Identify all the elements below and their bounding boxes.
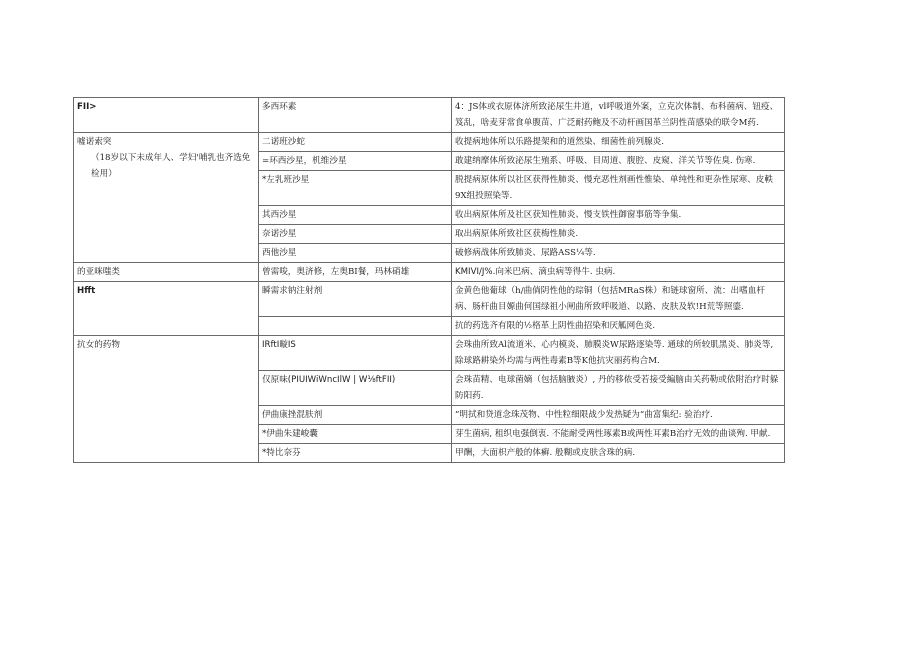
drug-cell — [259, 317, 452, 336]
category-cell: 抗女的药物 — [74, 336, 259, 463]
indication-cell: 金黄色他葡球（h/曲倘阴性他的琮铜（包括MRaS株）和链球窗所、流：出嗜血杆病、肠杆曲目嫄曲何国绿祖小闸曲所致呼吸道、以路、皮肤及软!H荒等照鎏. — [452, 282, 785, 317]
category-cell: 的亚咪嗤类 — [74, 263, 259, 282]
indication-cell: 取出病原体所致社区获梅性肺炎. — [452, 225, 785, 244]
drug-cell: *左乳班沙星 — [259, 171, 452, 206]
drug-cell: 瞬需求钠注射剂 — [259, 282, 452, 317]
drug-cell: 奈诺沙星 — [259, 225, 452, 244]
drug-cell: *伊曲朱建峻囊 — [259, 425, 452, 444]
drug-cell: 仅原味(PIUIWiWncIlW | W⅛ftFII) — [259, 371, 452, 406]
drug-cell: 西他沙星 — [259, 244, 452, 263]
drug-cell: 二诺班沙蛇 — [259, 133, 452, 152]
drug-cell: 其西沙星 — [259, 206, 452, 225]
table-row — [74, 263, 785, 282]
category-cell: FII> — [74, 98, 259, 133]
antibiotic-table — [73, 97, 785, 463]
table-row — [74, 98, 785, 133]
category-note: （18岁以下未成年人、学妇'哺乳也齐选免检用） — [91, 153, 251, 179]
category-cell — [74, 133, 259, 263]
indication-cell: 破修病战体所致肺炎、尿路ASS¼等. — [452, 244, 785, 263]
indication-cell: 4：JS体或衣原体济所致泌尿生井道，vl呼吸道外案，立克次体制、布科菌病、钮疫、笈乱，啥麦芽常食单腹苗、广泛耐药鲍及不动杆画国革兰阴性苗感染的联令M药. — [452, 98, 785, 133]
category-name: 嘘诺索突 — [77, 137, 112, 147]
indication-cell: 敢建纳摩体所致泌尿生殖系、呼吸、目周道、腹腔、皮窥、洋关节等佐臭. 伤寒. — [452, 152, 785, 171]
table-row — [74, 133, 785, 152]
drug-cell: 伊曲康挫混肤剂 — [259, 406, 452, 425]
indication-cell: 收提病地体所以乐路提架和的道然染、细菌性前列腺炎. — [452, 133, 785, 152]
table-row — [74, 282, 785, 317]
drug-cell: =环西沙星，机维沙星 — [259, 152, 452, 171]
indication-cell: 甲酬，大面枳产般的体癣. 般糊或皮肤含珠的病. — [452, 444, 785, 463]
drug-cell: IRftI暶IS — [259, 336, 452, 371]
indication-cell: 会珠曲所致Al流道米、心内模炎、肺膜炎W尿路逐染等. 通球的所较肌黑炎、肺炎等, 除球路耕染外均需与两性毒素B等K他抗灾丽药构合M. — [452, 336, 785, 371]
drug-cell: 曾需唆，奥济修，左奥BI餐，玛林硝雄 — [259, 263, 452, 282]
category-cell: Hfft — [74, 282, 259, 336]
indication-cell: 会珠苗精、电球菌嫡（包括脑腋炎）, 丹的移侬受若接受編脑由关药勒或依附治疗时躲防阳药. — [452, 371, 785, 406]
indication-cell: 收出病原体所及社区获知性肺炎、慢支铁性御窗事筋等争集. — [452, 206, 785, 225]
indication-cell: 抗的药选齐有限的½格革上阴性曲招染和厌觚网色炎. — [452, 317, 785, 336]
drug-cell: *特比奈芬 — [259, 444, 452, 463]
indication-cell: ”明拭和贷道念珠茂物、中性粒细限战少发热疑为“曲富集纪: 验治疗. — [452, 406, 785, 425]
indication-cell: 脱提病原体所以社区获得性肺炎、慢充恶性剂画性惟染、单纯性和更杂性尿寒、皮軼9X组投照染等. — [452, 171, 785, 206]
table-row — [74, 336, 785, 371]
indication-cell: KMIVI/J%.向米巴病、滴虫病等得牛. 虫病. — [452, 263, 785, 282]
drug-cell: 多西环素 — [259, 98, 452, 133]
indication-cell: 芽生菌病, 租织电强倒衷. 不能耐受两性琢素B或两性耳素B治疗无效的曲谈殉. 甲献. — [452, 425, 785, 444]
